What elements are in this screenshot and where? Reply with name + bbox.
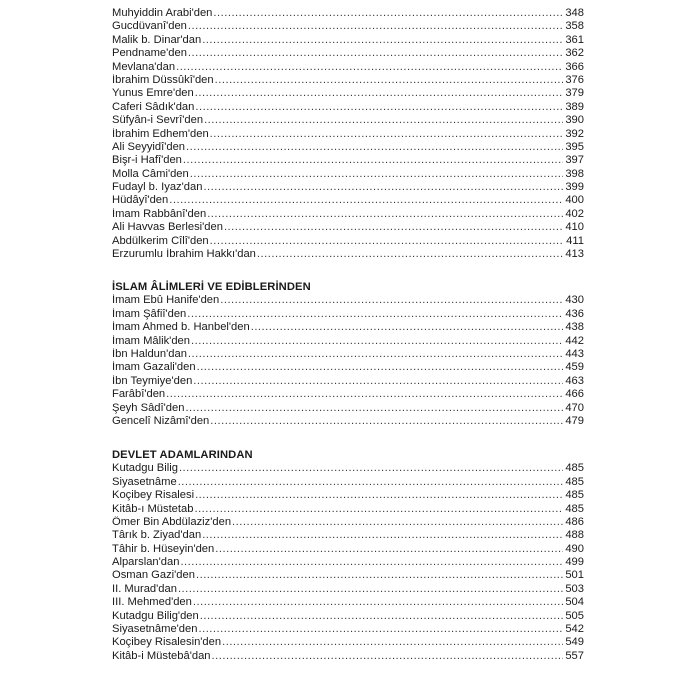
toc-entry	[112, 623, 584, 636]
entry-title: III. Mehmed'den	[112, 596, 192, 609]
entry-title: İmam Ahmed b. Hanbel'den	[112, 321, 250, 334]
entry-page-number: 504	[565, 596, 584, 609]
dot-leader	[166, 388, 563, 401]
toc-entry	[112, 235, 584, 248]
entry-page-number: 348	[565, 7, 584, 19]
toc-entry	[112, 114, 584, 127]
toc-entry	[112, 248, 584, 261]
dot-leader	[202, 34, 563, 47]
table-of-contents	[112, 7, 584, 663]
entry-title: Tâhir b. Hüseyin'den	[112, 542, 215, 555]
entry-page-number: 463	[565, 374, 584, 387]
dot-leader	[195, 489, 563, 502]
dot-leader	[220, 294, 563, 307]
entry-page-number: 361	[565, 33, 584, 46]
entry-page-number: 459	[565, 361, 584, 374]
entry-title: Koçibey Risalesin'den	[112, 636, 222, 649]
entry-title: Pendname'den	[112, 47, 187, 60]
toc-entries	[112, 7, 584, 261]
entry-page-number: 438	[565, 321, 584, 334]
entry-title: Bişr-i Hafî'den	[112, 154, 182, 167]
entry-page-number: 395	[565, 140, 584, 153]
dot-leader	[187, 308, 563, 321]
entry-page-number: 443	[565, 347, 584, 360]
entry-title: Târık b. Ziyad'dan	[112, 529, 202, 542]
entry-title: Kutadgu Bilig'den	[112, 609, 199, 622]
entry-page-number: 485	[565, 475, 584, 488]
entry-title: Kitâb-ı Müstetab	[112, 502, 194, 515]
entry-page-number: 499	[565, 556, 584, 569]
entry-title: Siyasetnâme	[112, 475, 177, 488]
toc-entry	[112, 87, 584, 100]
dot-leader	[178, 583, 563, 596]
dot-leader	[178, 476, 563, 489]
dot-leader	[183, 154, 563, 167]
toc-entry	[112, 529, 584, 542]
toc-entry	[112, 543, 584, 556]
entry-title: Caferi Sâdık'dan	[112, 100, 195, 113]
dot-leader	[203, 181, 563, 194]
dot-leader	[202, 529, 563, 542]
section-spacer	[112, 261, 584, 280]
toc-entry	[112, 141, 584, 154]
entry-title: İmam Gazali'den	[112, 361, 196, 374]
dot-leader	[186, 141, 563, 154]
entry-page-number: 397	[565, 154, 584, 167]
entry-title: Osman Gazi'den	[112, 569, 195, 582]
entry-title: Abdülkerim Cîlî'den	[112, 234, 209, 247]
entry-page-number: 470	[565, 401, 584, 414]
dot-leader	[169, 194, 563, 207]
toc-entry	[112, 415, 584, 428]
dot-leader	[195, 87, 563, 100]
toc-entry	[112, 596, 584, 609]
entry-title: Siyasetnâme'den	[112, 623, 198, 636]
entry-title: Kutadgu Bilig	[112, 462, 178, 475]
dot-leader	[185, 402, 563, 415]
dot-leader	[179, 462, 563, 475]
dot-leader	[188, 47, 563, 60]
entry-page-number: 362	[565, 47, 584, 60]
toc-entry	[112, 476, 584, 489]
entry-page-number: 392	[565, 127, 584, 140]
dot-leader	[215, 543, 563, 556]
dot-leader	[188, 20, 563, 33]
entry-page-number: 436	[565, 307, 584, 320]
entry-page-number: 402	[565, 207, 584, 220]
dot-leader	[193, 375, 563, 388]
entry-page-number: 485	[565, 502, 584, 515]
toc-entry	[112, 335, 584, 348]
toc-entry	[112, 61, 584, 74]
toc-entry	[112, 375, 584, 388]
entry-page-number: 503	[565, 582, 584, 595]
toc-section-statesmen	[112, 448, 584, 663]
entry-page-number: 400	[565, 194, 584, 207]
toc-entry	[112, 583, 584, 596]
toc-entry	[112, 168, 584, 181]
entry-page-number: 358	[565, 20, 584, 33]
entry-page-number: 376	[565, 73, 584, 86]
entry-page-number: 399	[565, 181, 584, 194]
entry-title: Mevlana'dan	[112, 60, 176, 73]
toc-section-sufis	[112, 7, 584, 261]
toc-entry	[112, 569, 584, 582]
entry-page-number: 379	[565, 87, 584, 100]
toc-entry	[112, 294, 584, 307]
dot-leader	[210, 235, 563, 248]
entry-page-number: 485	[565, 462, 584, 475]
toc-entry	[112, 308, 584, 321]
dot-leader	[213, 7, 563, 20]
dot-leader	[215, 74, 563, 87]
toc-entry	[112, 650, 584, 663]
section-heading: DEVLET ADAMLARINDAN	[112, 449, 253, 462]
dot-leader	[188, 348, 563, 361]
dot-leader	[195, 101, 563, 114]
dot-leader	[200, 610, 563, 623]
dot-leader	[190, 168, 563, 181]
entry-title: Farâbî'den	[112, 388, 166, 401]
toc-entry	[112, 128, 584, 141]
dot-leader	[176, 61, 563, 74]
toc-entry	[112, 7, 584, 20]
entry-page-number: 466	[565, 388, 584, 401]
entry-page-number: 490	[565, 542, 584, 555]
entry-title: II. Murad'dan	[112, 582, 177, 595]
entry-page-number: 442	[565, 334, 584, 347]
entry-page-number: 501	[565, 569, 584, 582]
toc-entry	[112, 636, 584, 649]
toc-entry	[112, 388, 584, 401]
entry-page-number: 366	[565, 60, 584, 73]
dot-leader	[257, 248, 563, 261]
entry-title: Yunus Emre'den	[112, 87, 194, 100]
entry-page-number: 410	[565, 221, 584, 234]
entry-title: Koçibey Risalesi	[112, 489, 195, 502]
toc-entry	[112, 348, 584, 361]
entry-title: Süfyân-i Sevrî'den	[112, 114, 204, 127]
toc-entry	[112, 101, 584, 114]
dot-leader	[212, 650, 563, 663]
dot-leader	[194, 503, 563, 516]
entry-title: Hüdâyî'den	[112, 194, 169, 207]
toc-entry	[112, 556, 584, 569]
entry-title: Gencelî Nizâmî'den	[112, 414, 210, 427]
entry-page-number: 488	[565, 529, 584, 542]
dot-leader	[210, 128, 563, 141]
section-spacer	[112, 428, 584, 448]
entry-title: İbn Haldun'dan	[112, 347, 187, 360]
toc-entry	[112, 361, 584, 374]
entry-page-number: 411	[566, 234, 584, 247]
dot-leader	[207, 208, 563, 221]
entry-title: Kitâb-i Müstebâ'dan	[112, 649, 211, 662]
entry-title: İbn Teymiye'den	[112, 374, 193, 387]
entry-title: Fudayl b. Iyaz'dan	[112, 181, 203, 194]
entry-title: Ömer Bin Abdülaziz'den	[112, 515, 232, 528]
entry-page-number: 549	[565, 636, 584, 649]
dot-leader	[222, 636, 563, 649]
entry-page-number: 505	[565, 609, 584, 622]
dot-leader	[251, 321, 563, 334]
toc-entry	[112, 208, 584, 221]
entry-page-number: 398	[565, 167, 584, 180]
toc-entry	[112, 321, 584, 334]
entry-title: Alparslan'dan	[112, 556, 180, 569]
toc-entry	[112, 221, 584, 234]
dot-leader	[198, 623, 563, 636]
entry-title: Molla Câmi'den	[112, 167, 189, 180]
entry-title: İmam Rabbânî'den	[112, 207, 207, 220]
entry-page-number: 390	[565, 114, 584, 127]
toc-entry	[112, 34, 584, 47]
toc-entry	[112, 20, 584, 33]
dot-leader	[232, 516, 563, 529]
dot-leader	[197, 361, 563, 374]
toc-entry	[112, 154, 584, 167]
entry-title: Muhyiddin Arabi'den	[112, 7, 213, 19]
toc-entry	[112, 516, 584, 529]
entry-page-number: 479	[565, 414, 584, 427]
toc-entry	[112, 194, 584, 207]
dot-leader	[191, 335, 563, 348]
entry-title: Gucdüvanî'den	[112, 20, 187, 33]
toc-entry	[112, 462, 584, 475]
dot-leader	[180, 556, 563, 569]
section-heading: İSLAM ÂLİMLERİ VE EDİBLERİNDEN	[112, 281, 311, 294]
entry-title: İbrahim Düssûkî'den	[112, 73, 214, 86]
toc-entry	[112, 47, 584, 60]
entry-title: Ali Seyyidî'den	[112, 140, 186, 153]
entry-page-number: 389	[565, 100, 584, 113]
toc-entry	[112, 610, 584, 623]
entry-title: Malik b. Dinar'dan	[112, 33, 202, 46]
entry-title: İmam Ebû Hanife'den	[112, 294, 220, 307]
toc-entry	[112, 489, 584, 502]
entry-page-number: 485	[565, 489, 584, 502]
entry-title: Şeyh Sâdî'den	[112, 401, 185, 414]
entry-page-number: 542	[565, 623, 584, 636]
toc-entry	[112, 503, 584, 516]
entry-title: İmam Şâfiî'den	[112, 307, 187, 320]
entry-page-number: 486	[565, 515, 584, 528]
dot-leader	[193, 596, 563, 609]
entry-page-number: 413	[565, 248, 584, 261]
entry-page-number: 557	[565, 649, 584, 662]
entry-title: İmam Mâlik'den	[112, 334, 190, 347]
entry-title: Erzurumlu İbrahim Hakkı'dan	[112, 248, 256, 261]
toc-entry	[112, 181, 584, 194]
dot-leader	[224, 221, 563, 234]
dot-leader	[204, 114, 563, 127]
dot-leader	[210, 415, 563, 428]
toc-entries	[112, 462, 584, 663]
toc-entry	[112, 74, 584, 87]
entry-page-number: 430	[565, 294, 584, 307]
dot-leader	[196, 569, 563, 582]
entry-title: İbrahim Edhem'den	[112, 127, 209, 140]
entry-title: Ali Havvas Berlesi'den	[112, 221, 223, 234]
toc-entries	[112, 294, 584, 428]
toc-entry	[112, 402, 584, 415]
toc-section-scholars	[112, 280, 584, 428]
